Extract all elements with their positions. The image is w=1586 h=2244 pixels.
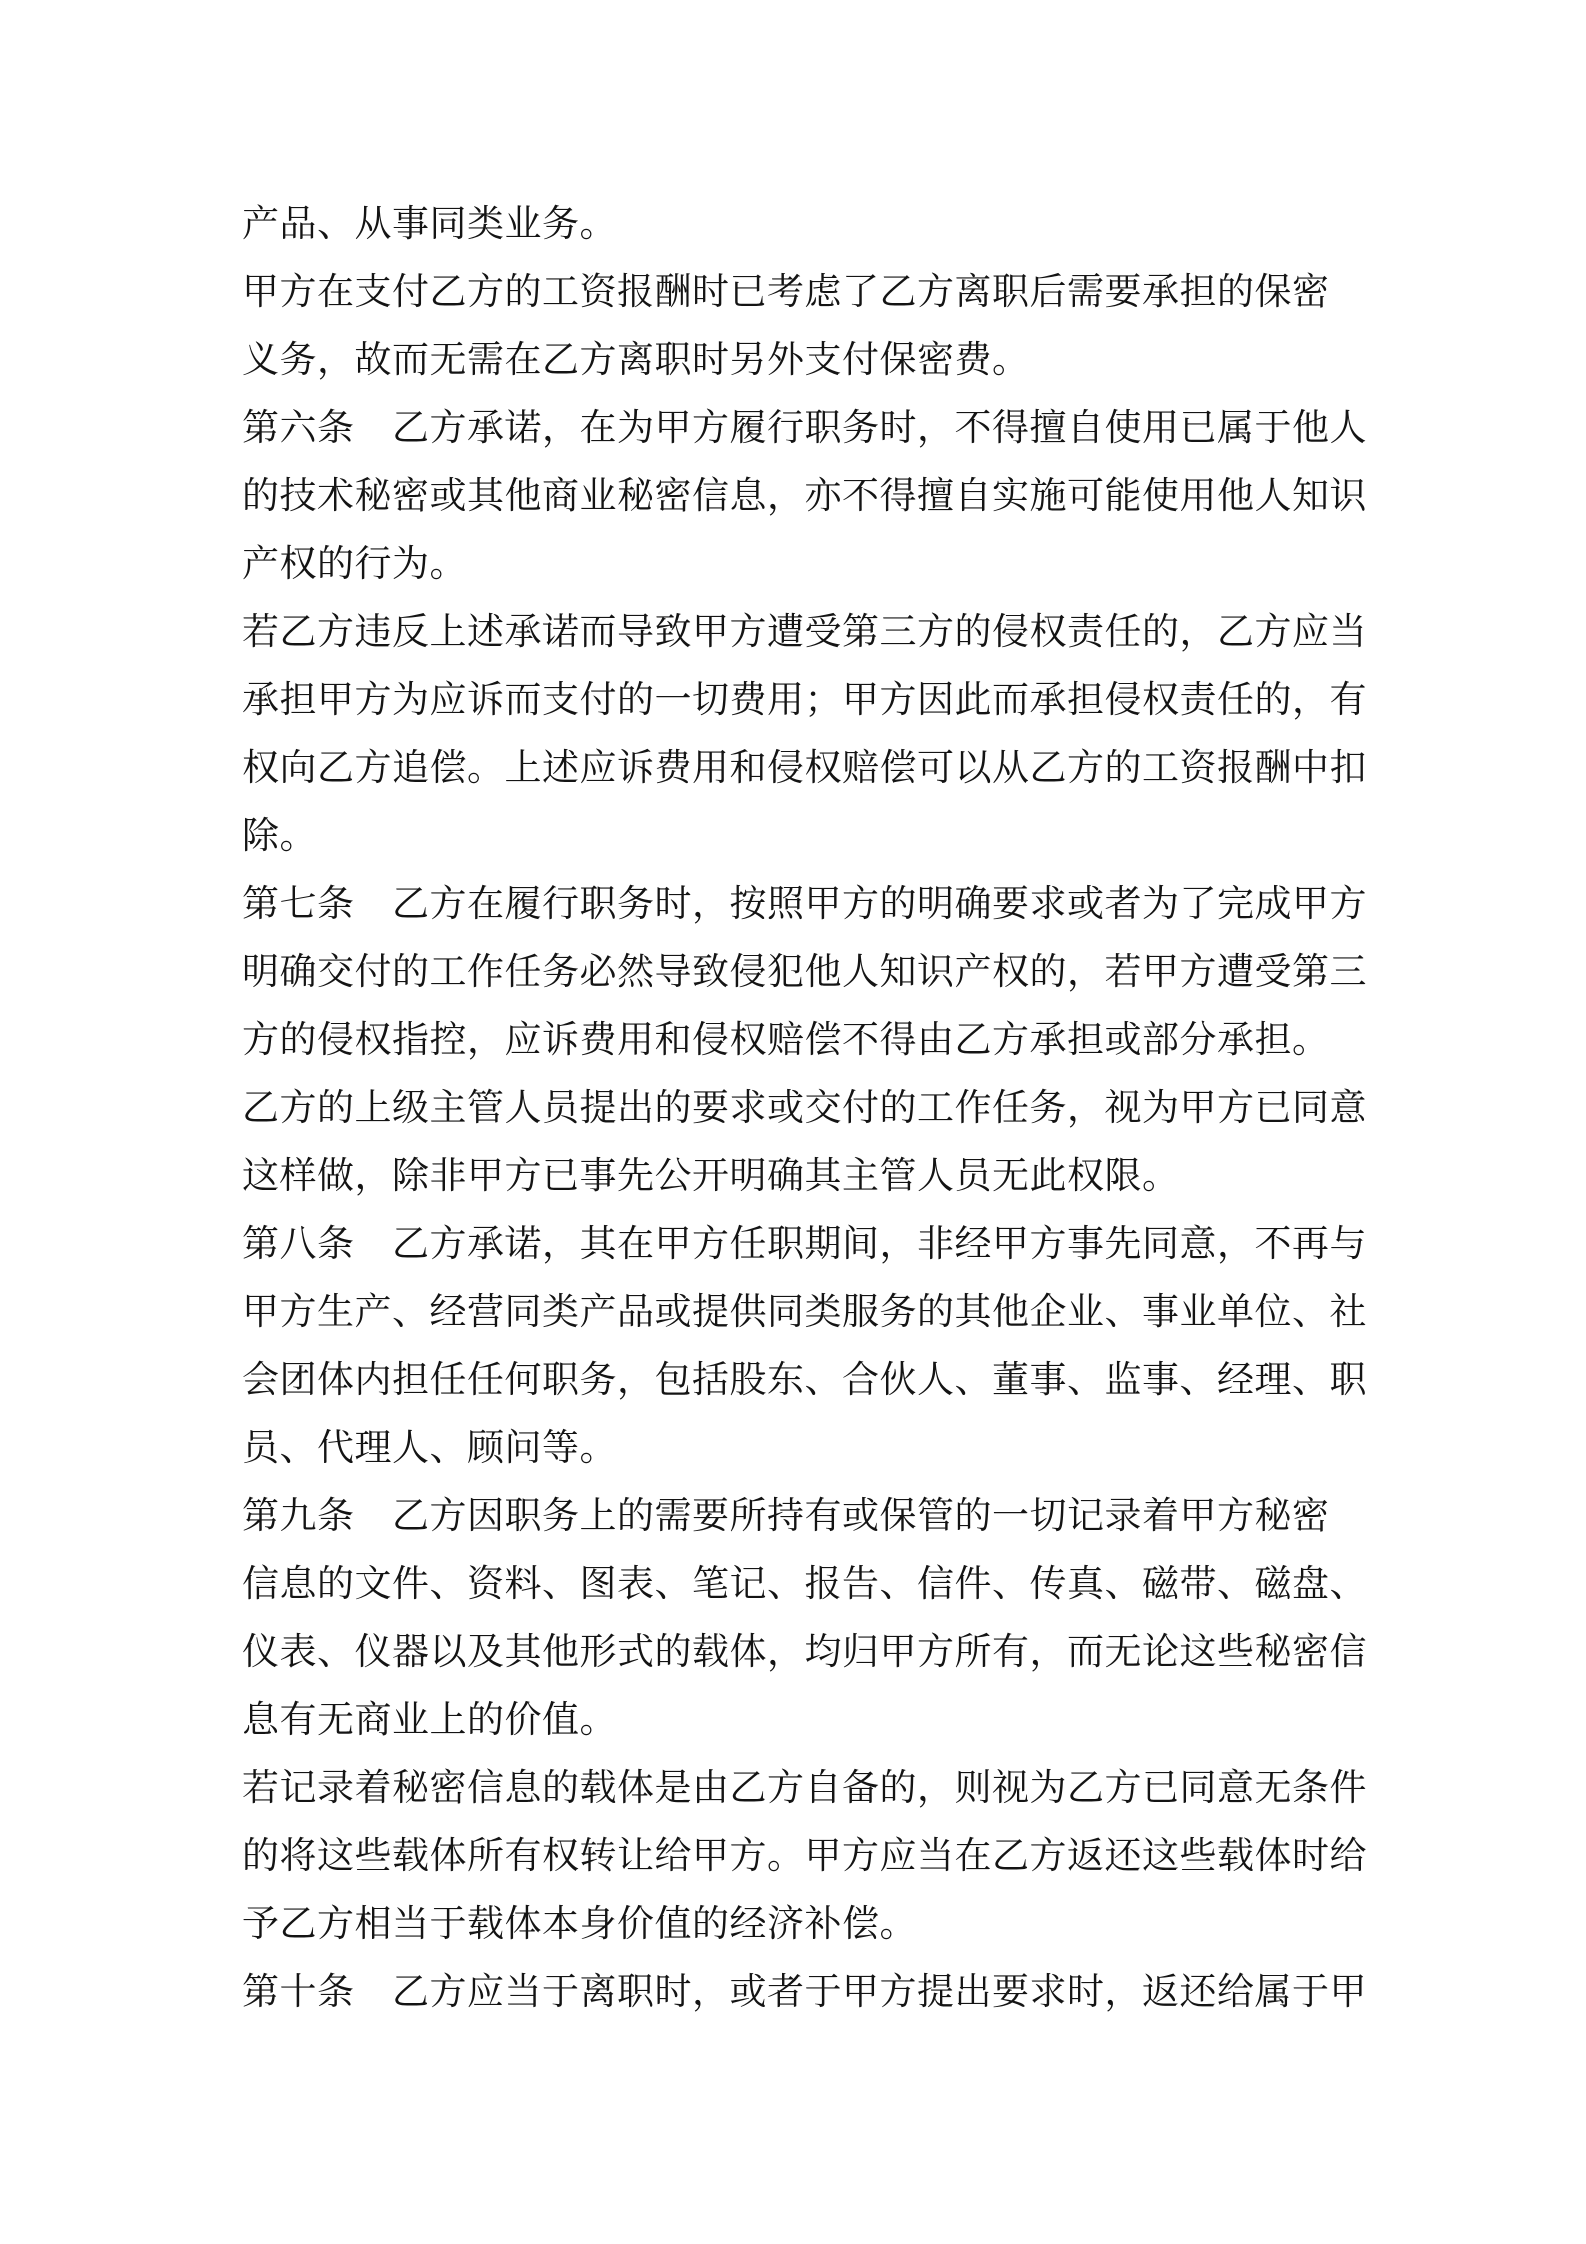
text-line: 这样做，除非甲方已事先公开明确其主管人员无此权限。 <box>242 1154 1180 1197</box>
text-line: 甲方在支付乙方的工资报酬时已考虑了乙方离职后需要承担的保密 <box>242 270 1330 313</box>
text-line: 若记录着秘密信息的载体是由乙方自备的，则视为乙方已同意无条件 <box>242 1766 1367 1809</box>
text-line: 乙方的上级主管人员提出的要求或交付的工作任务，视为甲方已同意 <box>242 1086 1367 1129</box>
text-line: 会团体内担任任何职务，包括股东、合伙人、董事、监事、经理、职 <box>242 1358 1367 1401</box>
text-line: 第八条 乙方承诺，其在甲方任职期间，非经甲方事先同意，不再与 <box>242 1222 1367 1265</box>
text-line: 义务，故而无需在乙方离职时另外支付保密费。 <box>242 338 1030 381</box>
text-line: 仪表、仪器以及其他形式的载体，均归甲方所有，而无论这些秘密信 <box>242 1630 1367 1673</box>
text-line: 第七条 乙方在履行职务时，按照甲方的明确要求或者为了完成甲方 <box>242 882 1367 925</box>
text-line: 第九条 乙方因职务上的需要所持有或保管的一切记录着甲方秘密 <box>242 1494 1330 1537</box>
text-line: 员、代理人、顾问等。 <box>242 1426 617 1469</box>
text-line: 明确交付的工作任务必然导致侵犯他人知识产权的，若甲方遭受第三 <box>242 950 1367 993</box>
text-line: 予乙方相当于载体本身价值的经济补偿。 <box>242 1902 917 1945</box>
text-line: 权向乙方追偿。上述应诉费用和侵权赔偿可以从乙方的工资报酬中扣 <box>242 746 1367 789</box>
text-line: 若乙方违反上述承诺而导致甲方遭受第三方的侵权责任的，乙方应当 <box>242 610 1367 653</box>
text-line: 第十条 乙方应当于离职时，或者于甲方提出要求时，返还给属于甲 <box>242 1970 1367 2013</box>
text-line: 产品、从事同类业务。 <box>242 202 617 245</box>
text-line: 甲方生产、经营同类产品或提供同类服务的其他企业、事业单位、社 <box>242 1290 1367 1333</box>
text-line: 息有无商业上的价值。 <box>242 1698 617 1741</box>
text-line: 的技术秘密或其他商业秘密信息，亦不得擅自实施可能使用他人知识 <box>242 474 1367 517</box>
text-line: 第六条 乙方承诺，在为甲方履行职务时，不得擅自使用已属于他人 <box>242 406 1367 449</box>
text-line: 方的侵权指控，应诉费用和侵权赔偿不得由乙方承担或部分承担。 <box>242 1018 1330 1061</box>
text-line: 除。 <box>242 814 317 857</box>
text-line: 产权的行为。 <box>242 542 467 585</box>
document-body <box>242 190 1367 2026</box>
text-line: 承担甲方为应诉而支付的一切费用；甲方因此而承担侵权责任的，有 <box>242 678 1367 721</box>
text-line: 信息的文件、资料、图表、笔记、报告、信件、传真、磁带、磁盘、 <box>242 1562 1367 1605</box>
text-line: 的将这些载体所有权转让给甲方。甲方应当在乙方返还这些载体时给 <box>242 1834 1367 1877</box>
